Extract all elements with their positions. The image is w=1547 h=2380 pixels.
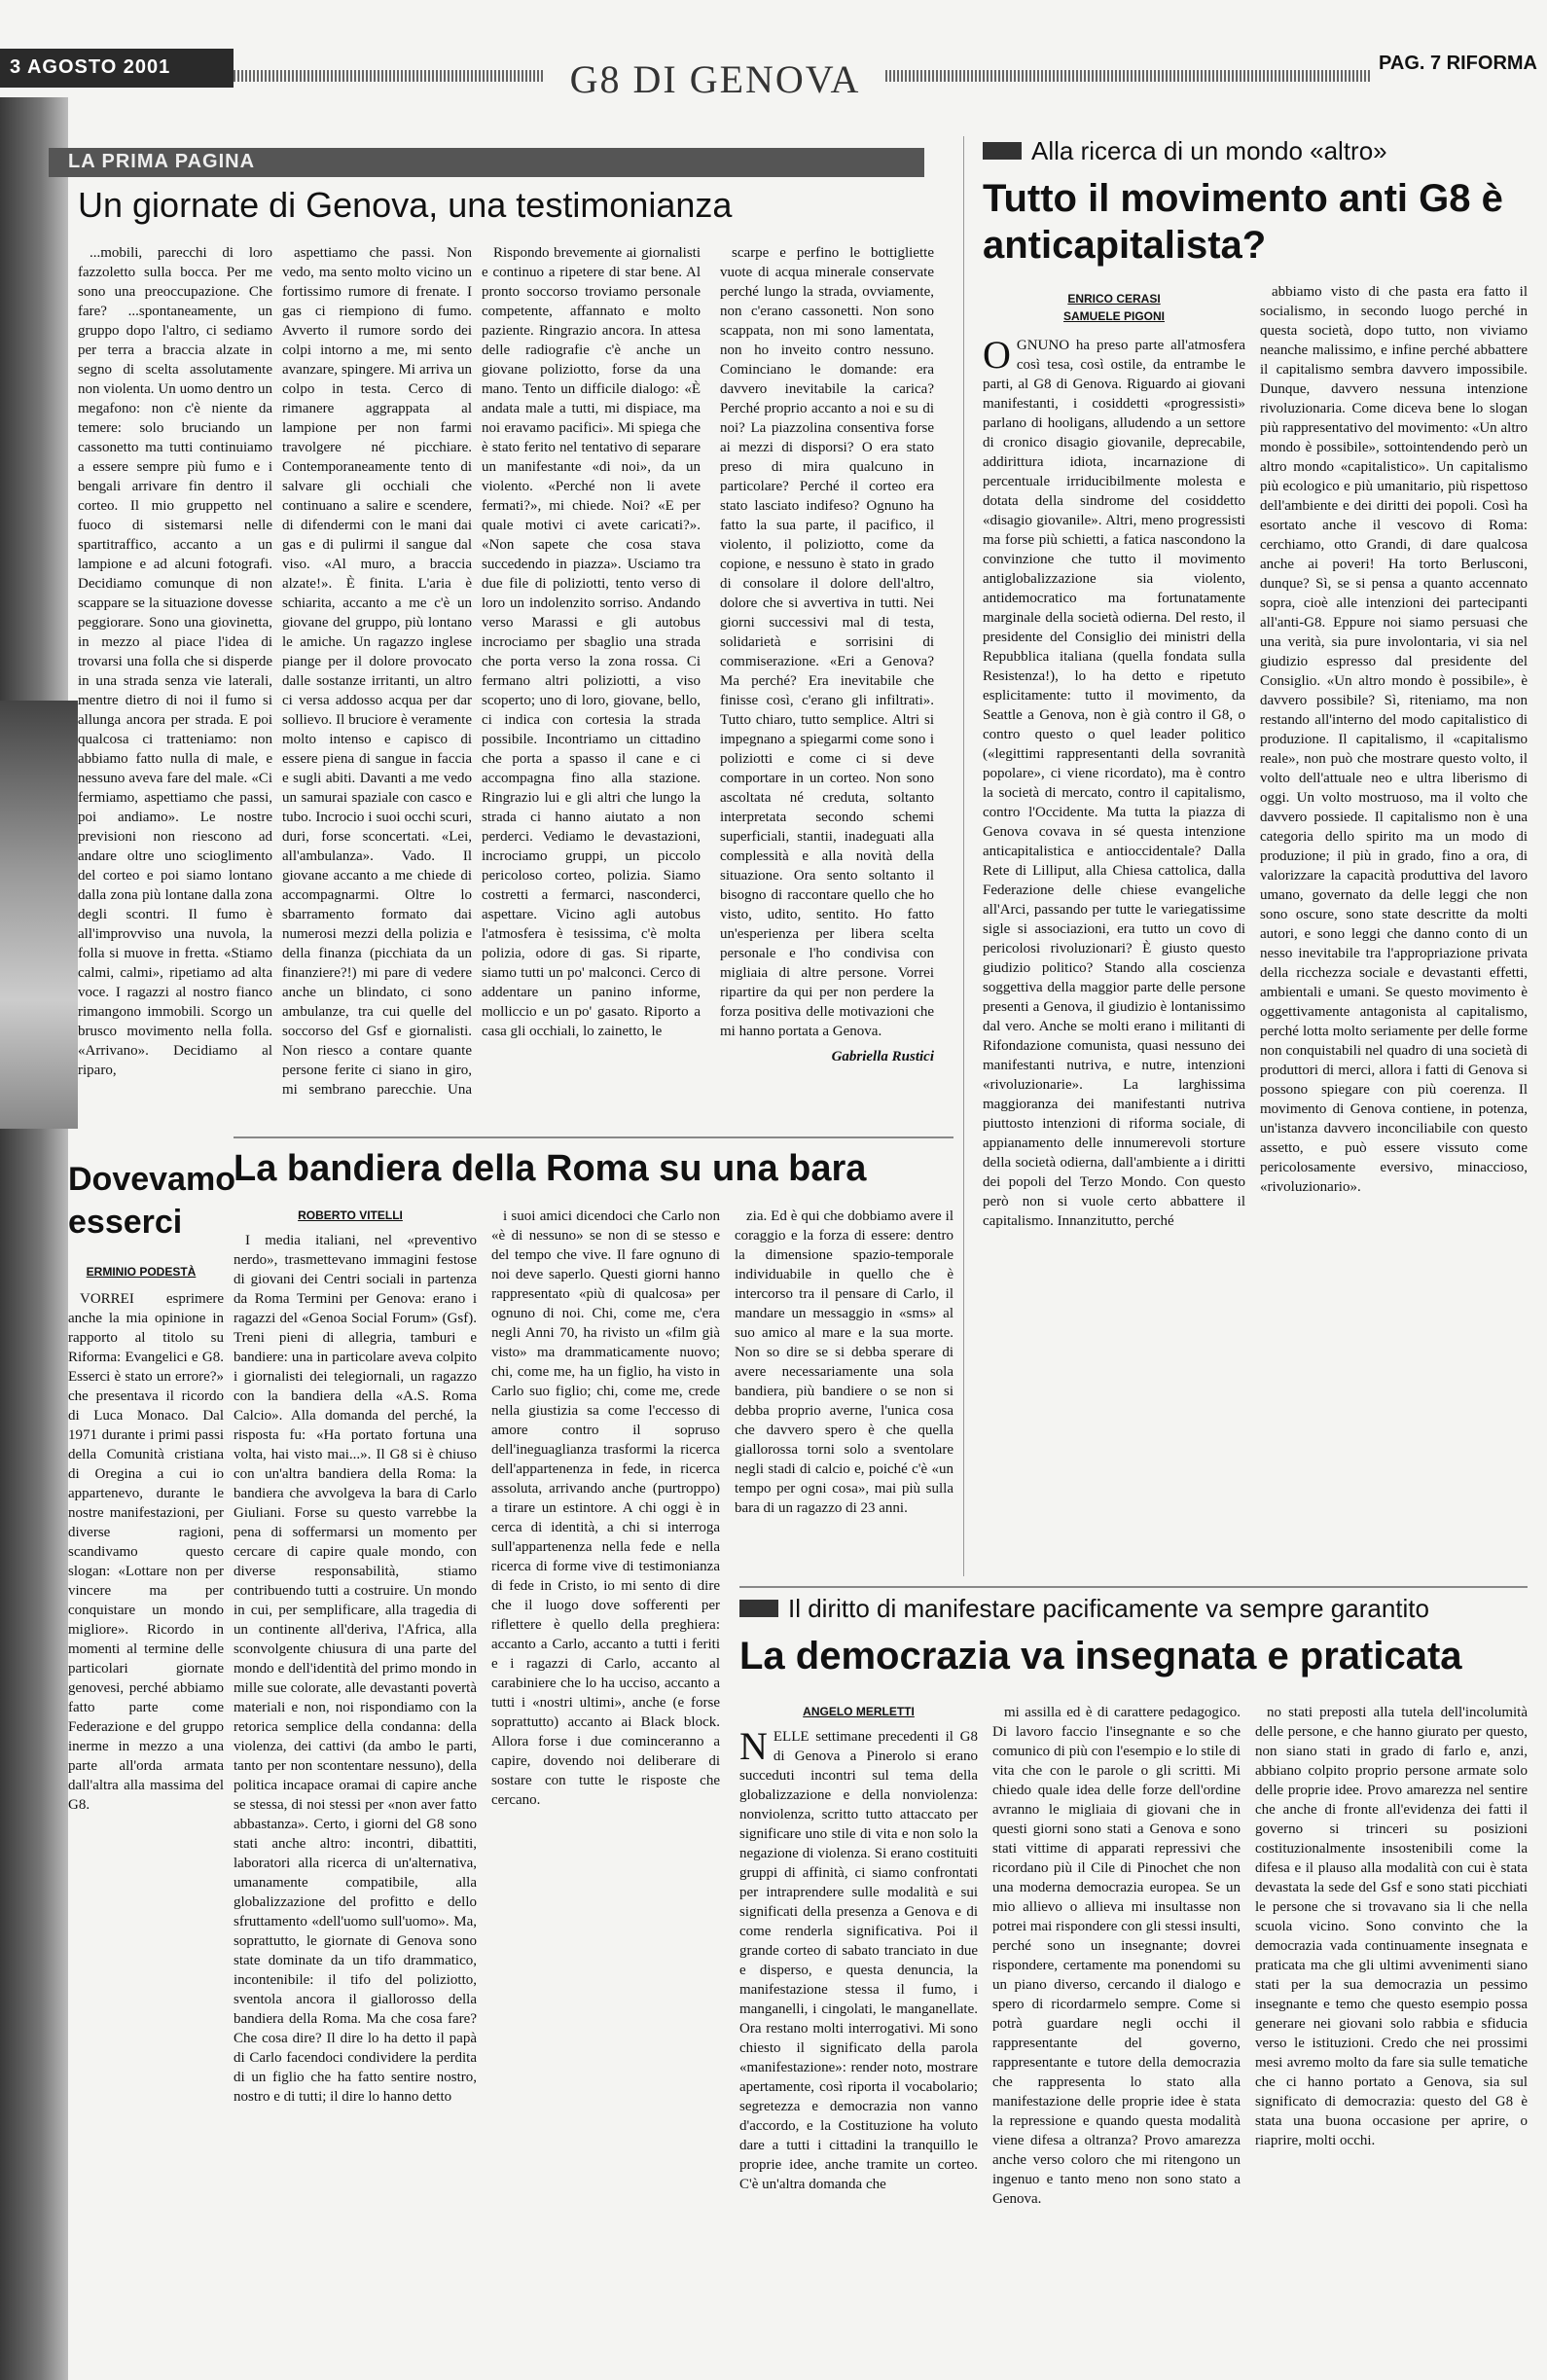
article-signature: Gabriella Rustici: [831, 1049, 934, 1064]
article-text: GNUNO ha preso parte all'atmosfera così tesa, così ostile, da entrambe le parti, al G8 di Genova. Riguardo ai giovani manifestanti, i cosiddetti «progressisti» parlano di hooligans, alludendo a un settore di cronico disagio giovanile, deprecabile, addirittura idiota, incarnazione di percentuale irriducibilmente molesta e dotata della sindrome del cosiddetto «disagio giovanile». Altri, meno progressisti ma forse più schietti, a fatica nascondono la convinzione che tutto il movimento antiglobalizzazione sia violento, antidemocratico ma fortunatamente marginale della società odierna. Del resto, il presidente del Consiglio dei ministri della Repubblica italiana (quella fondata sulla Resistenza!), lo ha detto e ripetuto esplicitamente: tutto il movimento, da Seattle a Genova, non è già contro il G8, o contro questo o quel leader politico («legittimi rappresentanti della sovranità popolare», ci viene ricordato), ma è contro la società di mercato, contro il capitalismo, contro l'Occidente. Ma tutta la piazza di Genova covava in sé questa intenzione anticapitalistica e antioccidentale? Dalla Rete di Lilliput, alla Chiesa cattolica, dalla Federazione delle chiese evangeliche all'Arci, passando per tutte le variegatissime sigle si associazioni, era tutto un covo di pericolosi rivoluzionari? È giusto questo giudizio politico? Stando alla coscienza soggettiva della maggior parte delle persone presenti a Genova, il giudizio è lontanissimo dal vero. Anche se molti erano i militanti di Rifondazione comunista, quasi nessuno dei manifestanti nutriva, e nutre, intenzioni «rivoluzionarie». La larghissima maggioranza dei manifestanti nutriva piuttosto intenzioni di riforma sociale, di appianamento delle innumerevoli storture della società odierna, dall'ambiente a i diritti dei popoli del Terzo Mondo. Con questo però non si vuole certo abbattere il capitalismo. Innanzitutto, perché: [983, 338, 1245, 1229]
democrazia-column-3: [1255, 1703, 1528, 2360]
article-text: scarpe e perfino le bottigliette vuote di acqua minerale conservate perché lungo la strada, ovviamente, non c'erano cassonetti. Non sono scappata, non mi sono lamentata, non ho inveito contro nessuno. Cominciano le domande: era davvero inevitabile la carica? Perché proprio accanto a noi e su di noi? La piazzolina consentiva forse ai mezzi di disporsi? O era stato preso di mira qualcuno in particolare? Perché il corteo era stato lasciato indifeso? Ognuno ha fatto la sua parte, il pacifico, il violento, il poliziotto, come da copione, e nessuno è stato in grado di consolare il dolore dell'altro, dolore che si avvertiva in tutti. Nei giorni successivi mal di testa, solidarietà e sorrisini di commiserazione. «Eri a Genova? Ma perché? Era inevitabile che finisse così, c'erano gli infiltrati». Tutto chiaro, tutto semplice. Altri si impegnano a spiegarmi come sono i poliziotti e come ci si deve comportare in un corteo. Non sono ascoltata né creduta, soltanto interpretata secondo schemi superficiali, stantii, inadeguati alla complessità e alla novità della situazione. Ora sento soltanto il bisogno di raccontare quello che ho visto, udito, sentito. Ho fatto un'esperienza per libera scelta personale e l'ho condivisa con migliaia di altre persone. Vorrei ripartire da qui per non perdere la forza positiva delle motivazioni che mi hanno portata a Genova.: [720, 245, 934, 1039]
roma-column-2: [491, 1207, 720, 2360]
roma-column-1: [234, 1231, 477, 2360]
article-text: ELLE settimane precedenti il G8 di Genova a Pinerolo si erano succeduti incontri sul tema della globalizzazione e della nonviolenza: nonviolenza, scritto tutto attaccato per significare uno stile di vita e non solo la negazione di violenza. Si erano costituiti gruppi di affinità, ci siamo confrontati per intraprendere sulle modalità e sui significati della presenza a Genova e di come renderla significativa. Poi il grande corteo di sabato tranciato in due e disperso, e questa denuncia, la manifestazione stessa il fumo, i manganelli, i cingolati, le manganellate. Ora restano molti interrogativi. Mi sono chiesto il significato della parola «manifestazione»: render noto, mostrare apertamente, così riporta il vocabolario; segretezza e democrazia non vanno d'accordo, e la Costituzione ha voluto dare a tutti i cittadini la tranquillo le proprie idee, anche tramite un corteo. C'è un'altra domanda che: [739, 1729, 978, 2192]
column-divider: [963, 136, 964, 1576]
right-column-2: [1260, 282, 1528, 1576]
kicker-marker: [983, 142, 1022, 160]
article-text: abbiamo visto di che pasta era fatto il socialismo, in secondo luogo perché in questa società, dopo tutto, non viviamo neanche malissimo, e infine perché abbattere il capitalismo sembra davvero impossibile. Dunque, davvero nessuna intenzione rivoluzionaria. Come diceva bene lo slogan più rappresentativo del movimento: «Un altro mondo è possibile», sottointendendo però un altro mondo «capitalistico». Un capitalismo più ecologico e più umanitario, più rispettoso dell'ambiente e dei diritti dei popoli. Così ha esortato anche il vescovo di Roma: cerchiamo, otto Grandi, di dare qualcosa anche ai poveri! Ha torto Berlusconi, dunque? Sì, se si pensa a quanto accennato sopra, cioè alle intenzioni dei partecipanti all'anti-G8. Eppure noi siamo persuasi che una verità, sia pure involontaria, vi sia nel giudizio espresso dal presidente del Consiglio. «Un altro mondo è possibile», è davvero possibile? Sì, riteniamo, ma non restando all'interno del modo capitalistico di produzione. Il capitalismo, il «capitalismo reale», non può che mostrare questo volto, il volto dell'attuale neo e ultra liberismo di oggi. Un volto mostruoso, ma il volto che davvero possiede. Il capitalismo non è una categoria dello spirito ma un modo di produzione; il più in grado, fino a ora, di valorizzare la capacità produttiva del lavoro umano, governato da delle leggi che non sono oscure, sono state descritte da molti autori, e sono leggi che danno conto di un nesso inevitabile tra l'appropriazione privata della ricchezza sociale e devastanti effetti, ambientali e umani. Se questo movimento è oggettivamente antagonista al capitalismo, perché lotta molto seriamente per delle forme non conquistabili nel quadro di una società di produttori di merci, allora i fatti di Genova si possono spiegare con più coerenza. Il movimento di Genova contiene, in potenza, un'istanza davvero inconciliabile con questo assetto, e può essere vissuto come pericolosamente eversivo, minaccioso, «rivoluzionario».: [1260, 284, 1528, 1195]
left-byline: ERMINIO PODESTÀ: [86, 1265, 197, 1279]
section-divider: [739, 1586, 1528, 1588]
article-text: ...mobili, parecchi di loro fazzoletto sulla bocca. Per me sono una preoccupazione. Che fare? ...spontaneamente, un gruppo dopo l'altro, ci sediamo per terra a braccia alzate in segno di scelta assolutamente non violenta. Un uomo dentro un megafono: non c'è niente da temere: solo bruciando un cassonetto ma tutti continuiamo a essere sempre più fumo e i bengali arrivare fin dentro il corteo. Il mio gruppetto nel fuoco di sistemarsi nelle spartitraffico, accanto a un lampione e ad alcuni fotografi. Decidiamo comunque di non scappare se la situazione dovesse peggiorare. Sono una giovinetta, in mezzo al piace l'idea di trovarsi una folla che si disperde in una strada senza vie laterali, mentre dietro di noi il fumo si allunga ancora per strada. E poi qualcosa ci tratteniamo: non abbiamo fatto nulla di male, e nessuno aveva fare del male. «Ci fermiamo, aspettiamo che passi, poi andiamo». Le nostre previsioni non riescono ad andare oltre uno scioglimento del corteo e poi siamo lontano dalla zona più lontane dalla zona degli scontri. Il fumo è all'improvviso una nuvola, la folla si muove in fretta. «Stiamo calmi, calmi», ripetiamo ad alta voce. I ragazzi al nostro fianco rimangono immobili. Scorgo un brusco movimento nella folla. «Arrivano». Decidiamo al riparo,: [78, 245, 272, 1078]
roma-headline: La bandiera della Roma su una bara: [234, 1148, 867, 1189]
section-divider: [234, 1136, 953, 1138]
right-kicker-text: Alla ricerca di un mondo «altro»: [1031, 136, 1387, 165]
adjacent-page-strip: [0, 97, 68, 2380]
article-column-1: [78, 243, 272, 1100]
democrazia-kicker-text: Il diritto di manifestare pacificamente va sempre garantito: [788, 1594, 1429, 1623]
article-text: mi assilla ed è di carattere pedagogico. Di lavoro faccio l'insegnante e so che comunico di più con l'esempio e lo stile di vita che con le parole o gli scritti. Mi chiedo quale idea delle forze dell'ordine avranno le migliaia di giovani che in questi giorni sono stati a Genova e sono stati vittime di apparati repressivi che ricordano più il Cile di Pinochet che non una moderna democrazia europea. Se un mio allievo o allieva mi insultasse non potrei mai rispondere con gli stessi insulti, perché sono un insegnante; dovrei rispondere, certamente ma ponendomi su un piano diverso, cercando il dialogo e spero di ricordarmelo sempre. Come si potrà guardare negli occhi il rappresentante del governo, rappresentante e tutore della democrazia che rappresenta lo stato alla manifestazione delle proprie idee è stata la repressione e quando questa modalità viene difesa a oltranza? Provo amarezza anche verso coloro che mi ritengono un ingenuo e tanto meno non sono stato a Genova.: [992, 1705, 1241, 2207]
kicker-marker: [739, 1600, 778, 1617]
article-column-4: [720, 243, 934, 1100]
article-text: no stati preposti alla tutela dell'incolumità delle persone, e che hanno giurato per questo, non siano stati in grado di farlo e, anzi, abbiano colpito proprio persone armate solo delle proprie idee. Provo amarezza nel sentire che anche di fronte all'evidenza dei fatti il governo si trinceri su posizioni costituzionalmente insostenibili come la difesa e il plauso alla modalità con cui è stata devastata la sede del Gsf e sono stati picchiati le persone che si trovavano sia li che nella scuola vicino. Sono convinto che la democrazia vada continuamente insegnata e praticata ma che gli ultimi avvenimenti siano stati per la sua democrazia un pessimo insegnante e temo che questo esempio possa generare nei giovani solo rabbia e sfiducia verso le istituzioni. Credo che nei prossimi mesi avremo molto da fare sia sulle tematiche che ci hanno portato a Genova, sia sul significato di democrazia: questo del G8 è stata una buona occasione per aprire, o riaprire, molti occhi.: [1255, 1705, 1528, 2148]
roma-byline: ROBERTO VITELLI: [298, 1208, 403, 1222]
right-column-1: [983, 336, 1245, 1576]
democrazia-kicker: [739, 1594, 1518, 1629]
democrazia-column-2: [992, 1703, 1241, 2360]
section-title: G8 DI GENOVA: [569, 57, 861, 101]
article-text: zia. Ed è qui che dobbiamo avere il coraggio e la forza di essere: dentro la dimensione spazio-temporale individuabile in quello che è intercorso tra il pensare di Carlo, il mandare un messaggio in «sms» al suo amico al mare e la sua morte. Non so dire se si debba sperare di avere necessariamente una sola bandiera, più bandiere o se non si debba proprio averne, l'unica cosa che davvero spero è che quella giallorossa torni solo a sventolare negli stadi di calcio e, poiché c'è «un tempo per ogni cosa», mai più sulla bara di un ragazzo di 23 anni.: [735, 1208, 953, 1516]
drop-cap: N: [739, 1727, 768, 1768]
page-number: PAG. 7 RIFORMA: [1379, 53, 1537, 74]
masthead-rule-left: [234, 70, 545, 82]
article-text: Rispondo brevemente ai giornalisti e continuo a ripetere di star bene. Al pronto soccorso troviamo personale competente, affannato e molto paziente. Ringrazio ancora. In attesa delle radiografie c'è anche un giovane poliziotto, forse da una mano. Tento un difficile dialogo: «È andata male a tutti, mi dispiace, ma noi eravamo pacifici». Mi spiega che è stato ferito nel tentativo di separare un manifestante «di noi», da un violento. «Perché non li avete fermati?», mi chiede. Noi? «E per quale motivi ci avete caricati?». «Non sapete che cosa stava succedendo in piazza». Usciamo tra due file di poliziotti, tento verso di loro un indolenzito sorriso. Andando verso Marassi e gli autobus incrociamo per sbaglio una strada che porta verso la zona rossa. Ci fermano altri poliziotti, a viso scoperto; uno di loro, giovane, bello, ci indica con cortesia la strada possibile. Incontriamo un cittadino che porta a spasso il cane e ci accompagna fino alla stazione. Ringrazio lui e gli altri che lungo la strada ci hanno aiutato a non perderci. Vediamo le devastazioni, incrociamo gruppi, un piccolo pericoloso corteo, polizia. Siamo costretti a fermarci, nasconderci, aspettare. Vicino agli autobus l'atmosfera è tesissima, c'è molta polizia, odore di gas. Si riparte, siamo tutti un po' malconci. Cerco di addentare un panino informe, molliccio e un po' gasato. Riporto a casa gli occhiali, lo zainetto, le: [482, 245, 701, 1039]
partial-photo: [0, 701, 78, 1129]
democrazia-byline: ANGELO MERLETTI: [803, 1705, 915, 1718]
democrazia-column-1: [739, 1727, 978, 2360]
article-text: I media italiani, nel «preventivo nerdo», trasmettevano immagini festose di giovani dei Centri sociali in partenza da Roma Termini per Genova: erano i ragazzi del «Genoa Social Forum» (Gsf). Treni pieni di allegria, tamburi e bandiere: una in particolare aveva colpito i giornalisti dei telegiornali, un ragazzo con la bandiera della «A.S. Roma Calcio». Alla domanda del perché, la risposta fu: «Ha portato fortuna una volta, hai visto mai...». Il G8 si è chiuso con un'altra bandiera della Roma: la bandiera che avvolgeva la bara di Carlo Giuliani. Forse su questo varrebbe la pena di soffermarsi un momento per cercare di capire quale mondo, con diverse responsabilità, stiamo contribuendo tutti a costruire. Un mondo in cui, per semplificare, alla tragedia di un continente all'deriva, l'Africa, alla sconvolgente chiusura di una parte del mondo e dell'identità del primo mondo in mille sue colorate, alle devastanti povertà materiali e non, noi rispondiamo con la retorica semplice della condanna: della violenza, dei cattivi (da ambo le parti, tanto per non scontentare nessuno), della politica incapace oramai di capire anche se stessa, di noi stessi per «non aver fatto abbastanza». Certo, i giorni del G8 sono stati anche altro: incontri, dibattiti, laboratori alla ricerca di un'alternativa, umanamente compatibile, alla globalizzazione del profitto e dello sfruttamento «dell'uomo sull'uomo». Ma, soprattutto, le giornate di Genova sono state dominate da un tifo drammatico, incontenibile: il tifo del poliziotto, sventola ancora il giallorosso della bandiera della Roma. Ma che cosa fare? Che cosa dire? Il dire lo ha detto il papà di Carlo facendoci condividere la perdita di un figlio che ha fatto sentire nostro, nostro e di tutti; il dire lo hanno detto: [234, 1233, 477, 2105]
date-label: 3 AGOSTO 2001: [0, 49, 234, 88]
left-headline: Dovevamo esserci: [68, 1161, 235, 1241]
article-text: VORREI esprimere anche la mia opinione in rapporto al titolo su Riforma: Evangelici e G8. Esserci è stato un errore?» che presentava il ricordo di Luca Monaco. Dal 1971 durante i primi passi della Comunità cristiana di Oregina a cui io appartenevo, durante le nostre manifestazioni, per diverse ragioni, scandivamo questo slogan: «Lottare non per vincere ma per conquistare un mondo migliore». Ricordo in momenti al termine delle particolari giornate genovesi, perché abbiamo fatto parte come Federazione e del gruppo inerme in mezzo a una parte all'orda armata dall'altra alla massima del G8.: [68, 1291, 224, 1813]
right-byline-2: SAMUELE PIGONI: [1062, 309, 1165, 323]
article-kicker: LA PRIMA PAGINA: [49, 148, 924, 177]
article-text: aspettiamo che passi. Non vedo, ma sento molto vicino un fortissimo rumore di frenate. I gas ci riempiono di fumo. Avverto il rumore sordo dei colpi intorno a me, mi sento avanzare, spingere. Mi arriva un colpo in testa. Cerco di rimanere aggrappata al lampione per non farmi travolgere né picchiare. Contemporaneamente tento di salvare gli occhiali che continuano a salire e scendere, di difendermi con le mani dai gas e di pulirmi il sangue dal viso. «Al muro, a braccia alzate!». È finita. L'aria è schiarita, accanto a me c'è un giovane del gruppo, più lontano le amiche. Un ragazzo inglese piange per il dolore provocato dalle sostanze irritanti, un altro ci versa addosso acqua per dar sollievo. Il bruciore è veramente molto intenso e capisco di essere piena di sangue in faccia e sugli abiti. Davanti a me vedo un samurai spaziale con casco e tubo. Incrocio i suoi occhi scuri, duri, forse sconcertati. «Lei, all'ambulanza». Vado. Il giovane accanto a me chiede di accompagnarmi. Oltre lo sbarramento formato dai numerosi mezzi della polizia e della finanza (picchiata da un finanziere?!) mi pare di vedere anche un blindato, ci sono ambulanze, tra cui quelle del soccorso del Gsf e giornalisti. Non riesco a contare quante persone ferite ci siano in giro, mi sembrano parecchie. Una: [282, 245, 472, 1098]
article-text: i suoi amici dicendoci che Carlo non «è di nessuno» se non di se stesso e del tempo che vive. Il fare ognuno di noi deve saperlo. Questi giorni hanno rappresentato «più di qualcosa» per ognuno di noi. Chi, come me, c'era negli Anni 70, ha rivisto un «film già visto» ma drammaticamente nuovo; chi, come me, ha un figlio, ha visto in Carlo suo figlio; chi, come me, crede nella giustizia sa come l'eccesso di amore contro il sopruso dell'ineguaglianza trasformi la ricerca dell'appartenenza in fede, in ricerca assoluta, arrivando anche (purtroppo) a tirare un estintore. A chi oggi è in cerca di identità, a chi si interroga sull'appartenenza nella fede e nella ricerca di forme vive di testimonianza di fede in Cristo, io mi sento di dire che il luogo dove sofferenti per riflettere è quello della preghiera: accanto a Carlo, accanto a tutti i feriti e i ragazzi di Carlo, accanto al carabiniere che lo ha ucciso, accanto a tutti i «nostri ultimi», anche (e forse soprattutto) accanto ai Black block. Allora forse i due cominceranno a capire, dovendo noi deliberare di sostare con tutte le risposte che cercano.: [491, 1208, 720, 1808]
drop-cap: O: [983, 336, 1011, 377]
article-column-3: [482, 243, 701, 1100]
right-byline-1: ENRICO CERASI: [1067, 292, 1161, 306]
democrazia-headline: La democrazia va insegnata e praticata: [739, 1635, 1462, 1677]
roma-column-3: [735, 1207, 953, 1586]
right-headline: Tutto il movimento anti G8 è anticapitalista?: [983, 177, 1503, 267]
masthead-rule-right: [885, 70, 1372, 82]
left-column-1: [68, 1289, 224, 2360]
article-headline: Un giornate di Genova, una testimonianza: [78, 185, 733, 225]
article-column-2: [282, 243, 472, 1100]
right-kicker: [983, 136, 1528, 169]
